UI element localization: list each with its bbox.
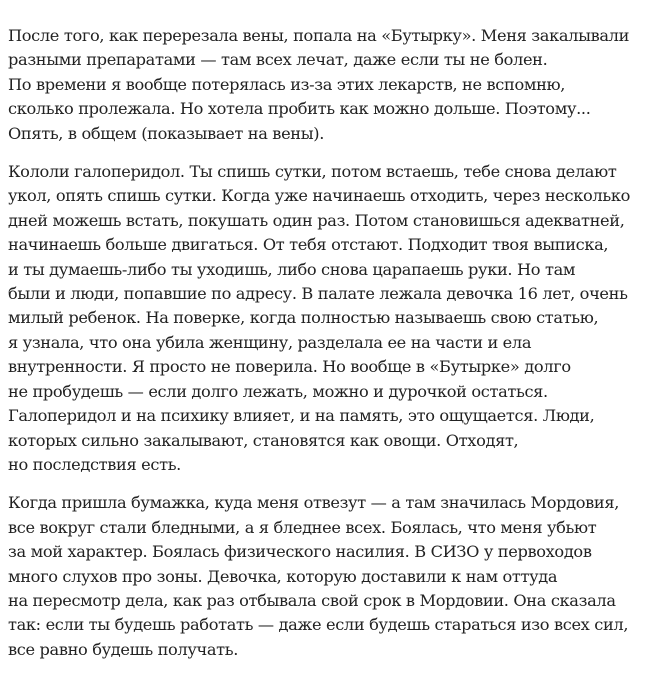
text-line: не пробудешь — если долго лежать, можно и дурочкой остаться. [8,381,548,401]
text-line: за мой характер. Боялась физического насилия. В СИЗО у первоходов [8,542,592,562]
paragraph-2 [8,160,660,477]
text-line: так: если ты будешь работать — даже если будешь стараться изо всех сил, [8,615,629,635]
text-line: которых сильно закалывают, становятся как овощи. Отходят, [8,430,519,450]
text-line: сколько пролежала. Но хотела пробить как можно дольше. Поэтому... [8,99,591,119]
text-line: укол, опять спишь сутки. Когда уже начинаешь отходить, через несколько [8,186,630,206]
text-line: Галоперидол и на психику влияет, и на память, это ощущается. Люди, [8,406,595,426]
text-line: все вокруг стали бледными, а я бледнее всех. Боялась, что меня убьют [8,517,597,537]
text-line: дней можешь встать, покушать один раз. Потом становишься адекватней, [8,210,625,230]
text-line: на пересмотр дела, как раз отбывала свой срок в Мордовии. Она сказала [8,590,616,610]
text-line: После того, как перерезала вены, попала на «Бутырку». Меня закалывали [8,26,630,45]
text-line: начинаешь больше двигаться. От тебя отстают. Подходит твоя выписка, [8,235,609,255]
text-line: внутренности. Я просто не поверила. Но вообще в «Бутырке» долго [8,357,571,377]
text-line: много слухов про зоны. Девочка, которую доставили к нам оттуда [8,566,558,586]
text-line: все равно будешь получать. [8,639,239,659]
text-line: но последствия есть. [8,454,181,474]
text-line: разными препаратами — там всех лечат, даже если ты не болен. [8,50,548,70]
text-line: Когда пришла бумажка, куда меня отвезут — а там значилась Мордовия, [8,493,620,513]
paragraph-1 [8,24,660,146]
text-line: я узнала, что она убила женщину, разделала ее на части и ела [8,332,532,352]
paragraph-3 [8,491,660,662]
text-line: По времени я вообще потерялась из-за этих лекарств, не вспомню, [8,74,566,94]
text-line: Опять, в общем (показывает на вены). [8,123,325,143]
text-line: были и люди, попавшие по адресу. В палате лежала девочка 16 лет, очень [8,284,628,304]
article-body [8,24,660,676]
text-line: и ты думаешь-либо ты уходишь, либо снова царапаешь руки. Но там [8,259,576,279]
text-line: Кололи галоперидол. Ты спишь сутки, потом встаешь, тебе снова делают [8,162,617,182]
text-line: милый ребенок. На поверке, когда полностью называешь свою статью, [8,308,599,328]
